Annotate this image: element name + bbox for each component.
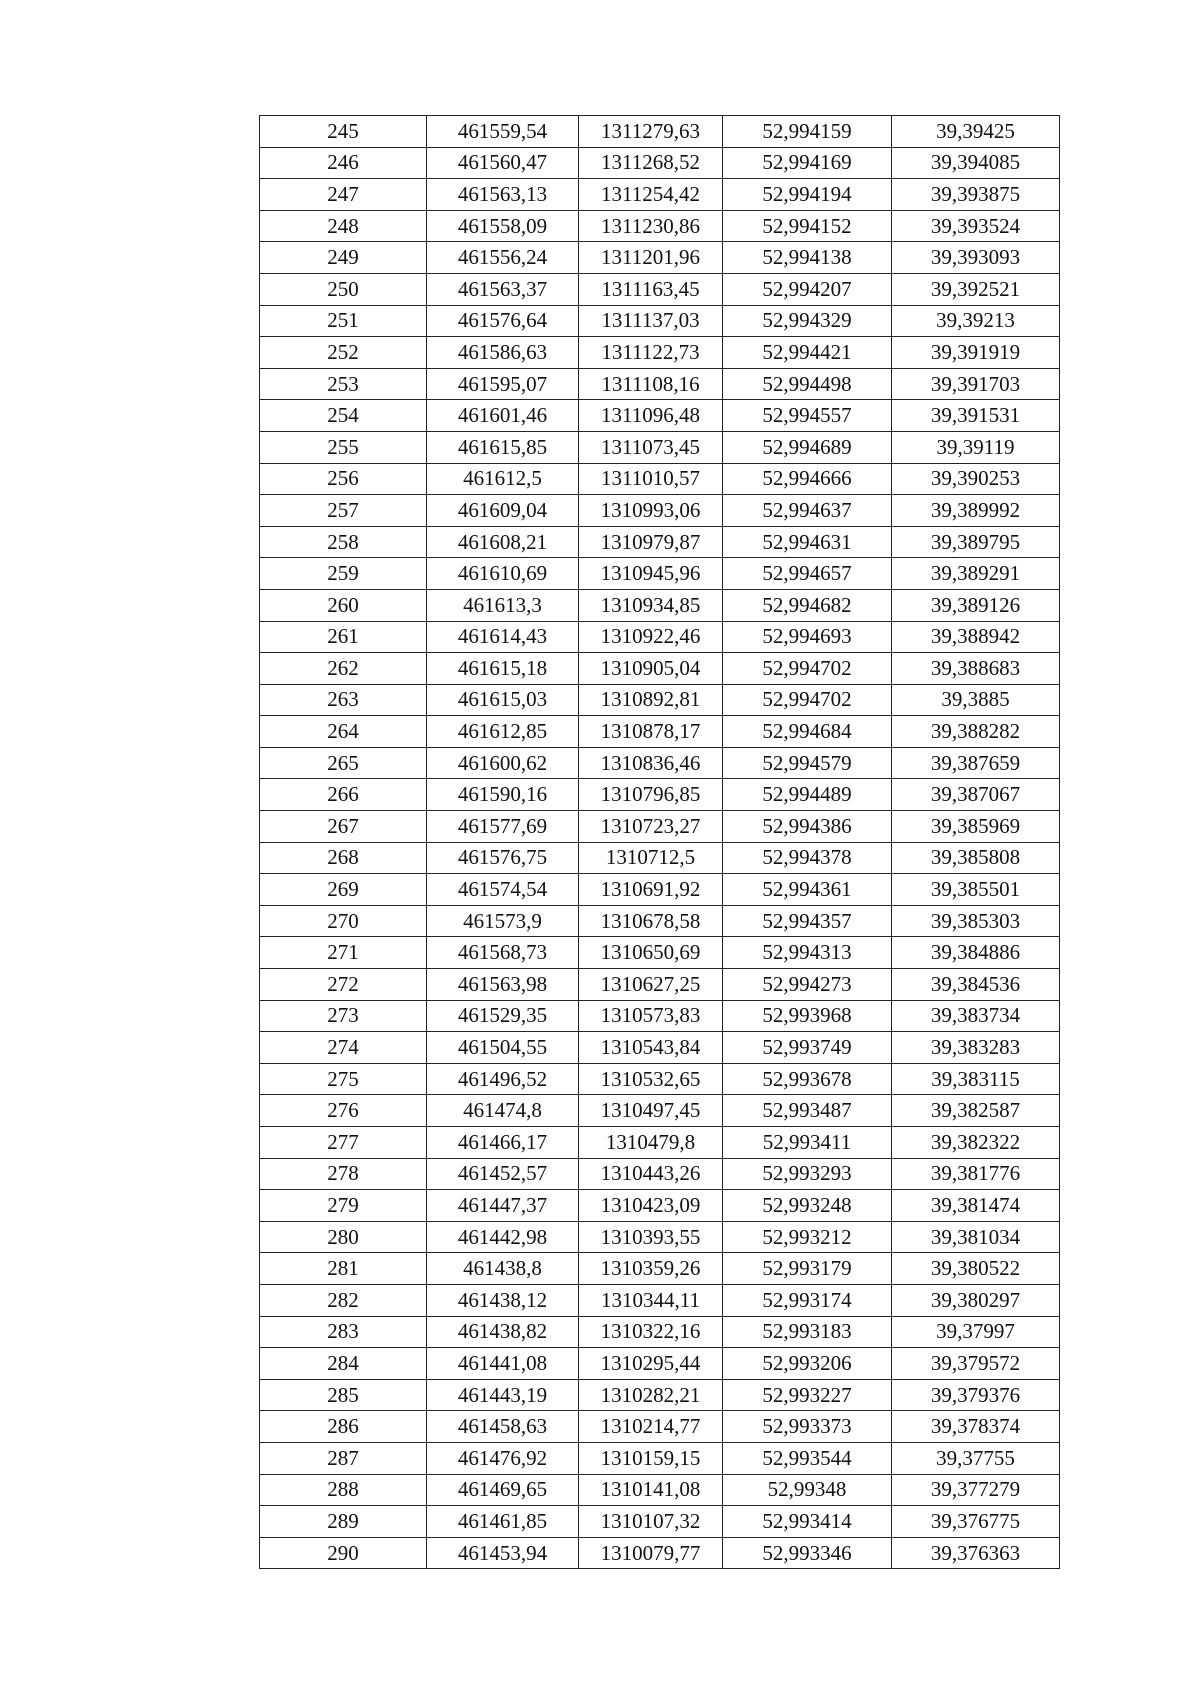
point-number-cell: 288 — [260, 1474, 427, 1506]
longitude-cell: 39,393093 — [892, 242, 1060, 274]
y-coordinate-cell: 1311279,63 — [579, 116, 723, 148]
x-coordinate-cell: 461461,85 — [427, 1506, 579, 1538]
table-row — [260, 874, 1060, 906]
x-coordinate-cell: 461615,03 — [427, 684, 579, 716]
longitude-cell: 39,385303 — [892, 905, 1060, 937]
longitude-cell: 39,387067 — [892, 779, 1060, 811]
point-number-cell: 278 — [260, 1158, 427, 1190]
latitude-cell: 52,994273 — [723, 969, 892, 1001]
point-number-cell: 287 — [260, 1442, 427, 1474]
latitude-cell: 52,994329 — [723, 305, 892, 337]
longitude-cell: 39,393524 — [892, 210, 1060, 242]
x-coordinate-cell: 461590,16 — [427, 779, 579, 811]
latitude-cell: 52,994637 — [723, 495, 892, 527]
table-row — [260, 1032, 1060, 1064]
table-row — [260, 1284, 1060, 1316]
table-row — [260, 558, 1060, 590]
latitude-cell: 52,994657 — [723, 558, 892, 590]
latitude-cell: 52,993227 — [723, 1379, 892, 1411]
point-number-cell: 268 — [260, 842, 427, 874]
longitude-cell: 39,393875 — [892, 179, 1060, 211]
y-coordinate-cell: 1311254,42 — [579, 179, 723, 211]
latitude-cell: 52,993749 — [723, 1032, 892, 1064]
point-number-cell: 261 — [260, 621, 427, 653]
y-coordinate-cell: 1310678,58 — [579, 905, 723, 937]
longitude-cell: 39,387659 — [892, 747, 1060, 779]
y-coordinate-cell: 1310723,27 — [579, 811, 723, 843]
y-coordinate-cell: 1310282,21 — [579, 1379, 723, 1411]
point-number-cell: 263 — [260, 684, 427, 716]
table-row — [260, 1000, 1060, 1032]
table-row — [260, 653, 1060, 685]
longitude-cell: 39,389992 — [892, 495, 1060, 527]
x-coordinate-cell: 461612,5 — [427, 463, 579, 495]
table-row — [260, 1316, 1060, 1348]
latitude-cell: 52,993487 — [723, 1095, 892, 1127]
x-coordinate-cell: 461529,35 — [427, 1000, 579, 1032]
table-row — [260, 905, 1060, 937]
longitude-cell: 39,379572 — [892, 1348, 1060, 1380]
table-row — [260, 842, 1060, 874]
y-coordinate-cell: 1310878,17 — [579, 716, 723, 748]
latitude-cell: 52,993346 — [723, 1537, 892, 1569]
x-coordinate-cell: 461609,04 — [427, 495, 579, 527]
point-number-cell: 289 — [260, 1506, 427, 1538]
y-coordinate-cell: 1310905,04 — [579, 653, 723, 685]
y-coordinate-cell: 1310443,26 — [579, 1158, 723, 1190]
longitude-cell: 39,385501 — [892, 874, 1060, 906]
point-number-cell: 290 — [260, 1537, 427, 1569]
point-number-cell: 279 — [260, 1190, 427, 1222]
longitude-cell: 39,37997 — [892, 1316, 1060, 1348]
y-coordinate-cell: 1311010,57 — [579, 463, 723, 495]
x-coordinate-cell: 461496,52 — [427, 1063, 579, 1095]
latitude-cell: 52,994631 — [723, 526, 892, 558]
latitude-cell: 52,994421 — [723, 337, 892, 369]
latitude-cell: 52,99348 — [723, 1474, 892, 1506]
longitude-cell: 39,388942 — [892, 621, 1060, 653]
table-row — [260, 1253, 1060, 1285]
table-row — [260, 179, 1060, 211]
x-coordinate-cell: 461453,94 — [427, 1537, 579, 1569]
point-number-cell: 267 — [260, 811, 427, 843]
latitude-cell: 52,994361 — [723, 874, 892, 906]
latitude-cell: 52,994689 — [723, 431, 892, 463]
longitude-cell: 39,380297 — [892, 1284, 1060, 1316]
latitude-cell: 52,994702 — [723, 653, 892, 685]
x-coordinate-cell: 461476,92 — [427, 1442, 579, 1474]
x-coordinate-cell: 461447,37 — [427, 1190, 579, 1222]
longitude-cell: 39,388282 — [892, 716, 1060, 748]
longitude-cell: 39,392521 — [892, 273, 1060, 305]
latitude-cell: 52,993248 — [723, 1190, 892, 1222]
latitude-cell: 52,993183 — [723, 1316, 892, 1348]
x-coordinate-cell: 461574,54 — [427, 874, 579, 906]
point-number-cell: 276 — [260, 1095, 427, 1127]
y-coordinate-cell: 1311073,45 — [579, 431, 723, 463]
table-row — [260, 1442, 1060, 1474]
table-row — [260, 242, 1060, 274]
point-number-cell: 257 — [260, 495, 427, 527]
longitude-cell: 39,376775 — [892, 1506, 1060, 1538]
y-coordinate-cell: 1310573,83 — [579, 1000, 723, 1032]
longitude-cell: 39,376363 — [892, 1537, 1060, 1569]
point-number-cell: 249 — [260, 242, 427, 274]
point-number-cell: 259 — [260, 558, 427, 590]
table-row — [260, 400, 1060, 432]
latitude-cell: 52,993411 — [723, 1127, 892, 1159]
point-number-cell: 256 — [260, 463, 427, 495]
longitude-cell: 39,382322 — [892, 1127, 1060, 1159]
x-coordinate-cell: 461438,82 — [427, 1316, 579, 1348]
y-coordinate-cell: 1310159,15 — [579, 1442, 723, 1474]
latitude-cell: 52,993373 — [723, 1411, 892, 1443]
point-number-cell: 251 — [260, 305, 427, 337]
longitude-cell: 39,383734 — [892, 1000, 1060, 1032]
longitude-cell: 39,381474 — [892, 1190, 1060, 1222]
x-coordinate-cell: 461466,17 — [427, 1127, 579, 1159]
x-coordinate-cell: 461601,46 — [427, 400, 579, 432]
point-number-cell: 284 — [260, 1348, 427, 1380]
latitude-cell: 52,994194 — [723, 179, 892, 211]
y-coordinate-cell: 1311108,16 — [579, 368, 723, 400]
table-row — [260, 1190, 1060, 1222]
table-row — [260, 1506, 1060, 1538]
table-row — [260, 1063, 1060, 1095]
y-coordinate-cell: 1311268,52 — [579, 147, 723, 179]
x-coordinate-cell: 461595,07 — [427, 368, 579, 400]
longitude-cell: 39,383283 — [892, 1032, 1060, 1064]
x-coordinate-cell: 461558,09 — [427, 210, 579, 242]
latitude-cell: 52,994557 — [723, 400, 892, 432]
point-number-cell: 273 — [260, 1000, 427, 1032]
table-row — [260, 305, 1060, 337]
latitude-cell: 52,993206 — [723, 1348, 892, 1380]
table-row — [260, 969, 1060, 1001]
table-row — [260, 937, 1060, 969]
coordinates-table — [259, 115, 1060, 1569]
longitude-cell: 39,377279 — [892, 1474, 1060, 1506]
latitude-cell: 52,994159 — [723, 116, 892, 148]
point-number-cell: 258 — [260, 526, 427, 558]
y-coordinate-cell: 1310322,16 — [579, 1316, 723, 1348]
longitude-cell: 39,379376 — [892, 1379, 1060, 1411]
point-number-cell: 260 — [260, 589, 427, 621]
point-number-cell: 247 — [260, 179, 427, 211]
x-coordinate-cell: 461438,8 — [427, 1253, 579, 1285]
table-row — [260, 116, 1060, 148]
table-row — [260, 1095, 1060, 1127]
latitude-cell: 52,993179 — [723, 1253, 892, 1285]
longitude-cell: 39,39119 — [892, 431, 1060, 463]
table-row — [260, 684, 1060, 716]
point-number-cell: 277 — [260, 1127, 427, 1159]
point-number-cell: 252 — [260, 337, 427, 369]
latitude-cell: 52,994152 — [723, 210, 892, 242]
longitude-cell: 39,383115 — [892, 1063, 1060, 1095]
point-number-cell: 254 — [260, 400, 427, 432]
latitude-cell: 52,994579 — [723, 747, 892, 779]
y-coordinate-cell: 1310079,77 — [579, 1537, 723, 1569]
y-coordinate-cell: 1310836,46 — [579, 747, 723, 779]
x-coordinate-cell: 461559,54 — [427, 116, 579, 148]
longitude-cell: 39,3885 — [892, 684, 1060, 716]
x-coordinate-cell: 461608,21 — [427, 526, 579, 558]
x-coordinate-cell: 461443,19 — [427, 1379, 579, 1411]
table-row — [260, 463, 1060, 495]
y-coordinate-cell: 1310295,44 — [579, 1348, 723, 1380]
point-number-cell: 282 — [260, 1284, 427, 1316]
x-coordinate-cell: 461614,43 — [427, 621, 579, 653]
x-coordinate-cell: 461504,55 — [427, 1032, 579, 1064]
x-coordinate-cell: 461586,63 — [427, 337, 579, 369]
y-coordinate-cell: 1310344,11 — [579, 1284, 723, 1316]
point-number-cell: 265 — [260, 747, 427, 779]
latitude-cell: 52,994313 — [723, 937, 892, 969]
table-row — [260, 273, 1060, 305]
y-coordinate-cell: 1310393,55 — [579, 1221, 723, 1253]
latitude-cell: 52,994386 — [723, 811, 892, 843]
latitude-cell: 52,993414 — [723, 1506, 892, 1538]
longitude-cell: 39,381776 — [892, 1158, 1060, 1190]
y-coordinate-cell: 1310993,06 — [579, 495, 723, 527]
x-coordinate-cell: 461576,75 — [427, 842, 579, 874]
latitude-cell: 52,994682 — [723, 589, 892, 621]
point-number-cell: 281 — [260, 1253, 427, 1285]
table-row — [260, 526, 1060, 558]
table-row — [260, 621, 1060, 653]
latitude-cell: 52,994138 — [723, 242, 892, 274]
longitude-cell: 39,388683 — [892, 653, 1060, 685]
table-row — [260, 210, 1060, 242]
longitude-cell: 39,385808 — [892, 842, 1060, 874]
y-coordinate-cell: 1310945,96 — [579, 558, 723, 590]
latitude-cell: 52,994702 — [723, 684, 892, 716]
latitude-cell: 52,994169 — [723, 147, 892, 179]
table-row — [260, 1158, 1060, 1190]
point-number-cell: 255 — [260, 431, 427, 463]
x-coordinate-cell: 461469,65 — [427, 1474, 579, 1506]
x-coordinate-cell: 461563,37 — [427, 273, 579, 305]
y-coordinate-cell: 1311122,73 — [579, 337, 723, 369]
longitude-cell: 39,378374 — [892, 1411, 1060, 1443]
latitude-cell: 52,993174 — [723, 1284, 892, 1316]
y-coordinate-cell: 1311096,48 — [579, 400, 723, 432]
table-row — [260, 811, 1060, 843]
y-coordinate-cell: 1311230,86 — [579, 210, 723, 242]
point-number-cell: 262 — [260, 653, 427, 685]
table-row — [260, 589, 1060, 621]
x-coordinate-cell: 461576,64 — [427, 305, 579, 337]
longitude-cell: 39,385969 — [892, 811, 1060, 843]
latitude-cell: 52,993212 — [723, 1221, 892, 1253]
table-row — [260, 1411, 1060, 1443]
point-number-cell: 286 — [260, 1411, 427, 1443]
y-coordinate-cell: 1310892,81 — [579, 684, 723, 716]
x-coordinate-cell: 461600,62 — [427, 747, 579, 779]
latitude-cell: 52,994498 — [723, 368, 892, 400]
y-coordinate-cell: 1310979,87 — [579, 526, 723, 558]
table-row — [260, 495, 1060, 527]
point-number-cell: 250 — [260, 273, 427, 305]
y-coordinate-cell: 1310712,5 — [579, 842, 723, 874]
table-row — [260, 1537, 1060, 1569]
point-number-cell: 264 — [260, 716, 427, 748]
x-coordinate-cell: 461568,73 — [427, 937, 579, 969]
point-number-cell: 285 — [260, 1379, 427, 1411]
latitude-cell: 52,993678 — [723, 1063, 892, 1095]
longitude-cell: 39,391531 — [892, 400, 1060, 432]
x-coordinate-cell: 461577,69 — [427, 811, 579, 843]
x-coordinate-cell: 461452,57 — [427, 1158, 579, 1190]
point-number-cell: 269 — [260, 874, 427, 906]
x-coordinate-cell: 461563,13 — [427, 179, 579, 211]
x-coordinate-cell: 461560,47 — [427, 147, 579, 179]
y-coordinate-cell: 1310532,65 — [579, 1063, 723, 1095]
point-number-cell: 283 — [260, 1316, 427, 1348]
table-row — [260, 1221, 1060, 1253]
y-coordinate-cell: 1310627,25 — [579, 969, 723, 1001]
point-number-cell: 274 — [260, 1032, 427, 1064]
table-row — [260, 747, 1060, 779]
latitude-cell: 52,994684 — [723, 716, 892, 748]
y-coordinate-cell: 1311201,96 — [579, 242, 723, 274]
longitude-cell: 39,37755 — [892, 1442, 1060, 1474]
latitude-cell: 52,993293 — [723, 1158, 892, 1190]
x-coordinate-cell: 461612,85 — [427, 716, 579, 748]
longitude-cell: 39,389126 — [892, 589, 1060, 621]
longitude-cell: 39,389291 — [892, 558, 1060, 590]
y-coordinate-cell: 1310796,85 — [579, 779, 723, 811]
point-number-cell: 272 — [260, 969, 427, 1001]
table-row — [260, 716, 1060, 748]
table-row — [260, 337, 1060, 369]
coordinates-table-body — [260, 116, 1060, 1569]
longitude-cell: 39,394085 — [892, 147, 1060, 179]
y-coordinate-cell: 1310479,8 — [579, 1127, 723, 1159]
longitude-cell: 39,384886 — [892, 937, 1060, 969]
longitude-cell: 39,384536 — [892, 969, 1060, 1001]
table-row — [260, 431, 1060, 463]
x-coordinate-cell: 461563,98 — [427, 969, 579, 1001]
latitude-cell: 52,993968 — [723, 1000, 892, 1032]
y-coordinate-cell: 1310214,77 — [579, 1411, 723, 1443]
latitude-cell: 52,994666 — [723, 463, 892, 495]
x-coordinate-cell: 461438,12 — [427, 1284, 579, 1316]
y-coordinate-cell: 1310141,08 — [579, 1474, 723, 1506]
y-coordinate-cell: 1310922,46 — [579, 621, 723, 653]
table-row — [260, 1348, 1060, 1380]
x-coordinate-cell: 461556,24 — [427, 242, 579, 274]
x-coordinate-cell: 461474,8 — [427, 1095, 579, 1127]
y-coordinate-cell: 1310423,09 — [579, 1190, 723, 1222]
latitude-cell: 52,994693 — [723, 621, 892, 653]
table-row — [260, 368, 1060, 400]
table-row — [260, 1379, 1060, 1411]
x-coordinate-cell: 461442,98 — [427, 1221, 579, 1253]
y-coordinate-cell: 1311137,03 — [579, 305, 723, 337]
point-number-cell: 271 — [260, 937, 427, 969]
table-row — [260, 779, 1060, 811]
latitude-cell: 52,994207 — [723, 273, 892, 305]
longitude-cell: 39,39425 — [892, 116, 1060, 148]
y-coordinate-cell: 1311163,45 — [579, 273, 723, 305]
x-coordinate-cell: 461573,9 — [427, 905, 579, 937]
y-coordinate-cell: 1310934,85 — [579, 589, 723, 621]
y-coordinate-cell: 1310359,26 — [579, 1253, 723, 1285]
y-coordinate-cell: 1310107,32 — [579, 1506, 723, 1538]
point-number-cell: 246 — [260, 147, 427, 179]
y-coordinate-cell: 1310691,92 — [579, 874, 723, 906]
point-number-cell: 248 — [260, 210, 427, 242]
longitude-cell: 39,389795 — [892, 526, 1060, 558]
latitude-cell: 52,994378 — [723, 842, 892, 874]
table-row — [260, 147, 1060, 179]
longitude-cell: 39,391703 — [892, 368, 1060, 400]
x-coordinate-cell: 461613,3 — [427, 589, 579, 621]
point-number-cell: 245 — [260, 116, 427, 148]
longitude-cell: 39,391919 — [892, 337, 1060, 369]
x-coordinate-cell: 461458,63 — [427, 1411, 579, 1443]
latitude-cell: 52,994489 — [723, 779, 892, 811]
longitude-cell: 39,39213 — [892, 305, 1060, 337]
point-number-cell: 280 — [260, 1221, 427, 1253]
x-coordinate-cell: 461615,85 — [427, 431, 579, 463]
y-coordinate-cell: 1310650,69 — [579, 937, 723, 969]
point-number-cell: 270 — [260, 905, 427, 937]
x-coordinate-cell: 461615,18 — [427, 653, 579, 685]
table-row — [260, 1127, 1060, 1159]
y-coordinate-cell: 1310543,84 — [579, 1032, 723, 1064]
point-number-cell: 275 — [260, 1063, 427, 1095]
table-row — [260, 1474, 1060, 1506]
longitude-cell: 39,390253 — [892, 463, 1060, 495]
longitude-cell: 39,381034 — [892, 1221, 1060, 1253]
longitude-cell: 39,380522 — [892, 1253, 1060, 1285]
y-coordinate-cell: 1310497,45 — [579, 1095, 723, 1127]
x-coordinate-cell: 461610,69 — [427, 558, 579, 590]
latitude-cell: 52,993544 — [723, 1442, 892, 1474]
point-number-cell: 253 — [260, 368, 427, 400]
x-coordinate-cell: 461441,08 — [427, 1348, 579, 1380]
longitude-cell: 39,382587 — [892, 1095, 1060, 1127]
point-number-cell: 266 — [260, 779, 427, 811]
latitude-cell: 52,994357 — [723, 905, 892, 937]
